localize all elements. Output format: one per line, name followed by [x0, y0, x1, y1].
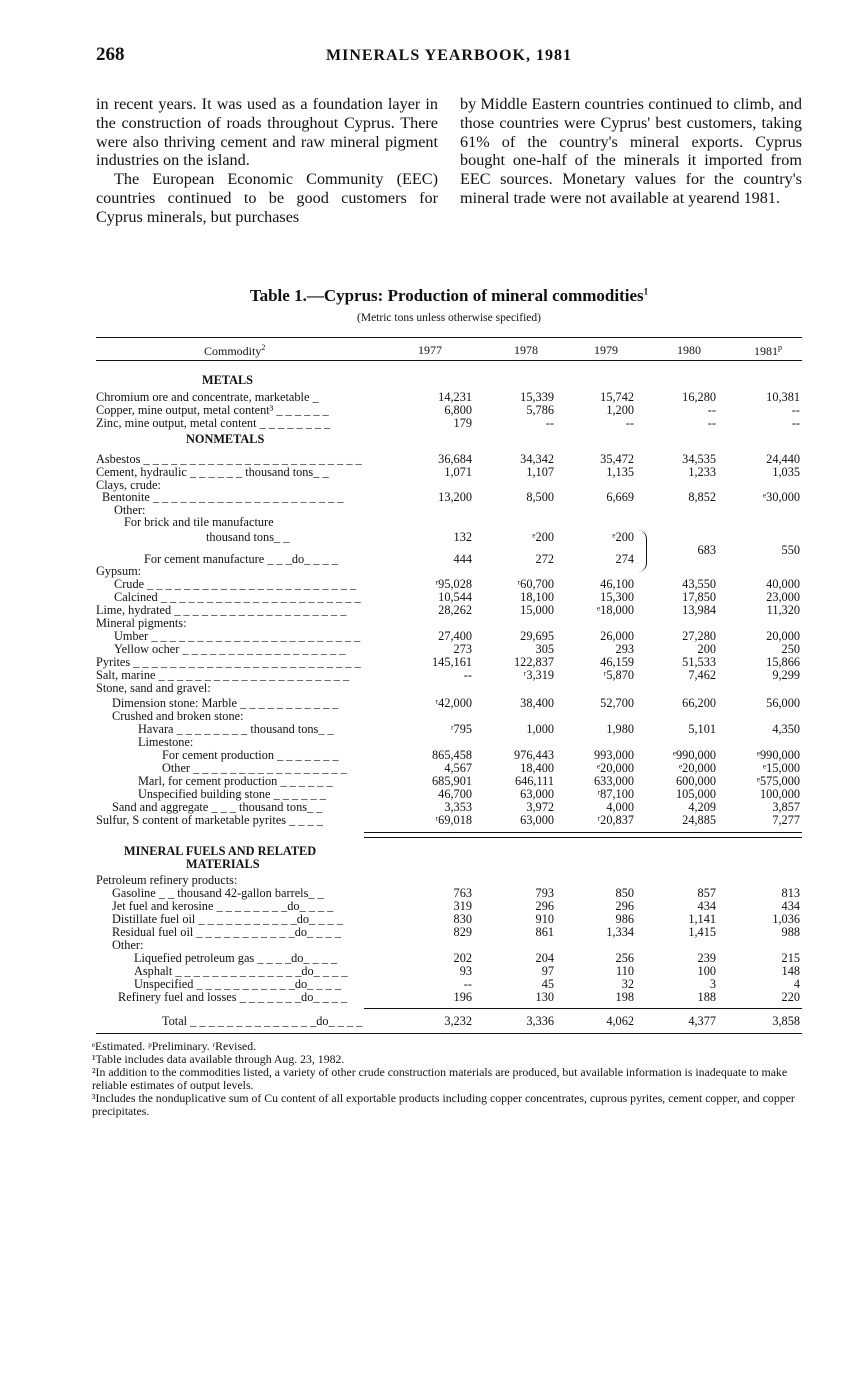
row-label: Unspecified building stone _ _ _ _ _ _	[138, 787, 326, 801]
table-row	[96, 466, 802, 479]
cell-1978: 8,500	[526, 490, 554, 504]
row-label: Other:	[114, 503, 146, 517]
cell-1977: 829	[453, 925, 472, 939]
cell-1977: 46,700	[438, 787, 472, 801]
cell-1979: ʳ87,100	[597, 787, 634, 801]
row-label: thousand tons_ _	[206, 530, 290, 544]
row-label: Crushed and broken stone:	[112, 709, 244, 723]
cell-1981: 250	[781, 642, 800, 656]
row-label: MATERIALS	[186, 857, 260, 871]
row-label: Residual fuel oil _ _ _ _ _ _ _ _ _ _ _do_ _ _ _	[112, 925, 341, 939]
table-row	[96, 491, 802, 504]
table-section-heading	[96, 433, 802, 446]
cell-1978: 976,443	[514, 748, 554, 762]
page-header	[96, 44, 802, 70]
cell-1978: 18,100	[520, 590, 554, 604]
cell-1977: 763	[453, 886, 472, 900]
cell-1977: 202	[453, 951, 472, 965]
cell-1980: --	[707, 403, 716, 417]
row-label: Limestone:	[138, 735, 194, 749]
page-number: 268	[96, 44, 125, 65]
cell-1979: 35,472	[600, 452, 634, 466]
cell-1979: 1,200	[606, 403, 634, 417]
cell-1978: 130	[535, 990, 554, 1004]
cell-1977: 196	[453, 990, 472, 1004]
cell-1977: 10,544	[438, 590, 472, 604]
row-label: Other _ _ _ _ _ _ _ _ _ _ _ _ _ _ _ _ _	[162, 761, 347, 775]
cell-1981: ᵉ15,000	[763, 761, 800, 775]
row-label: Clays, crude:	[96, 478, 161, 492]
cell-1977: 319	[453, 899, 472, 913]
row-label: Stone, sand and gravel:	[96, 681, 211, 695]
row-label: Crude _ _ _ _ _ _ _ _ _ _ _ _ _ _ _ _ _ _ _ _ _ _ _	[114, 577, 357, 591]
cell-1980: ᵉ20,000	[679, 761, 716, 775]
cell-1977: 14,231	[438, 390, 472, 404]
cell-1979: 296	[615, 899, 634, 913]
cell-1980: 4,377	[688, 1014, 716, 1028]
cell-1977: 4,567	[444, 761, 472, 775]
row-label: Sulfur, S content of marketable pyrites _ _ _ _	[96, 813, 323, 827]
cell-1979: 110	[616, 964, 634, 978]
cell-1977: ʳ95,028	[435, 577, 472, 591]
cell-1981: 4,350	[772, 722, 800, 736]
cell-1980: 5,101	[688, 722, 716, 736]
row-label: Gasoline _ _ thousand 42-gallon barrels_ _	[112, 886, 324, 900]
row-label: Yellow ocher _ _ _ _ _ _ _ _ _ _ _ _ _ _ _ _ _ _	[114, 642, 346, 656]
cell-1980: 1,141	[688, 912, 716, 926]
cell-1977: 36,684	[438, 452, 472, 466]
cell-1979: 1,135	[606, 465, 634, 479]
column-header-1980: 1980	[677, 343, 701, 357]
table-section-heading	[96, 858, 802, 871]
row-label: Pyrites _ _ _ _ _ _ _ _ _ _ _ _ _ _ _ _ _ _ _ _ _ _ _ _ _	[96, 655, 361, 669]
cell-1979: 993,000	[594, 748, 634, 762]
cell-1981: 550	[781, 543, 800, 557]
cell-1978: ʳ60,700	[517, 577, 554, 591]
row-label: Havara _ _ _ _ _ _ _ _ thousand tons_ _	[138, 722, 334, 736]
cell-1979: 32	[621, 977, 634, 991]
cell-1980: 16,280	[682, 390, 716, 404]
row-label: Sand and aggregate _ _ _ thousand tons_ _	[112, 800, 323, 814]
table-row	[96, 926, 802, 939]
cell-1978: 1,107	[526, 465, 554, 479]
cell-1980: 1,415	[688, 925, 716, 939]
running-title: MINERALS YEARBOOK, 1981	[326, 47, 572, 64]
cell-1977: 6,800	[444, 403, 472, 417]
cell-1978: 38,400	[520, 696, 554, 710]
cell-1977: ʳ42,000	[435, 696, 472, 710]
table-subtitle: (Metric tons unless otherwise specified)	[357, 312, 541, 324]
cell-1977: 3,232	[444, 1014, 472, 1028]
cell-1978: 15,000	[520, 603, 554, 617]
cell-1978: 97	[541, 964, 554, 978]
cell-1977: 27,400	[438, 629, 472, 643]
cell-1979: 986	[615, 912, 634, 926]
cell-1980: 8,852	[688, 490, 716, 504]
column-header-1979: 1979	[594, 343, 618, 357]
cell-1978: 63,000	[520, 787, 554, 801]
cell-1981: 988	[781, 925, 800, 939]
cell-1981: 813	[781, 886, 800, 900]
footnote: ²In addition to the commodities listed, a variety of other crude construction materials are produced, but available information is inadequate to make reliable estimates of output levels.	[92, 1065, 788, 1092]
left-column	[96, 95, 438, 227]
row-label: Liquefied petroleum gas _ _ _ _do_ _ _ _	[134, 951, 338, 965]
row-label: Gypsum:	[96, 564, 142, 578]
column-header-1977: 1977	[418, 343, 442, 357]
footnote: ᵉEstimated. ᵖPreliminary. ʳRevised.	[92, 1039, 257, 1053]
cell-1979: 1,980	[606, 722, 634, 736]
cell-1979: 15,742	[600, 390, 634, 404]
cell-1981: 11,320	[766, 603, 800, 617]
cell-1978: 272	[535, 552, 554, 566]
row-label: Salt, marine _ _ _ _ _ _ _ _ _ _ _ _ _ _ _ _ _ _ _ _ _	[96, 668, 350, 682]
cell-1978: --	[545, 416, 554, 430]
cell-1981: 10,381	[766, 390, 800, 404]
cell-1977: ʳ795	[450, 722, 472, 736]
cell-1978: 122,837	[514, 655, 554, 669]
cell-1979: 46,100	[600, 577, 634, 591]
cell-1979: 293	[615, 642, 634, 656]
cell-1977: 1,071	[444, 465, 472, 479]
cell-1980: ᵉ990,000	[672, 748, 716, 762]
cell-1979: 274	[615, 552, 634, 566]
cell-1978: ᵉ200	[532, 530, 554, 544]
cell-1977: --	[463, 668, 472, 682]
cell-1980: 7,462	[688, 668, 716, 682]
cell-1978: 5,786	[526, 403, 554, 417]
cell-1979: --	[625, 416, 634, 430]
cell-1980: 100	[697, 964, 716, 978]
footnote: ¹Table includes data available through Aug. 23, 1982.	[92, 1052, 345, 1066]
cell-1981: ᵉ990,000	[756, 748, 800, 762]
cell-1980: 4,209	[688, 800, 716, 814]
cell-1980: 434	[697, 899, 716, 913]
cell-1977: 830	[453, 912, 472, 926]
cell-1980: 66,200	[682, 696, 716, 710]
cell-1978: 15,339	[520, 390, 554, 404]
cell-1978: 305	[535, 642, 554, 656]
header-rule	[96, 360, 802, 361]
cell-1981: 56,000	[766, 696, 800, 710]
cell-1977: 444	[453, 552, 472, 566]
cell-1979: ᵉ200	[612, 530, 634, 544]
cell-1978: 18,400	[520, 761, 554, 775]
grouping-brace	[638, 530, 647, 572]
cell-1980: 51,533	[682, 655, 716, 669]
cell-1980: 43,550	[682, 577, 716, 591]
row-label: NONMETALS	[186, 432, 265, 446]
cell-1979: 46,159	[600, 655, 634, 669]
row-label: Marl, for cement production _ _ _ _ _ _	[138, 774, 333, 788]
cell-1981: 9,299	[772, 668, 800, 682]
paragraph: in recent years. It was used as a foundation layer in the construction of roads throughout Cyprus. There were also thriving cement and raw mineral pigment industries on the island.	[96, 95, 438, 170]
cell-1977: ʳ69,018	[435, 813, 472, 827]
cell-1979: ʳ5,870	[603, 668, 634, 682]
cell-1981: 24,440	[766, 452, 800, 466]
cell-1978: 910	[535, 912, 554, 926]
cell-1979: 15,300	[600, 590, 634, 604]
table-row	[96, 516, 802, 529]
cell-1979: 633,000	[594, 774, 634, 788]
cell-1981: 1,035	[772, 465, 800, 479]
footnotes	[92, 1040, 798, 1118]
row-label: Umber _ _ _ _ _ _ _ _ _ _ _ _ _ _ _ _ _ _ _ _ _ _ _	[114, 629, 361, 643]
cell-1979: ʳ20,837	[597, 813, 634, 827]
row-label: Unspecified _ _ _ _ _ _ _ _ _ _ _do_ _ _ _	[134, 977, 341, 991]
row-label: Total _ _ _ _ _ _ _ _ _ _ _ _ _ _do_ _ _ _	[162, 1014, 363, 1028]
row-label: MINERAL FUELS AND RELATED	[124, 844, 317, 858]
cell-1978: 861	[535, 925, 554, 939]
cell-1978: 3,972	[526, 800, 554, 814]
row-label: Copper, mine output, metal content³ _ _ _ _ _ _	[96, 403, 329, 417]
table-row	[96, 682, 802, 695]
table-row	[96, 814, 802, 827]
row-label: Dimension stone: Marble _ _ _ _ _ _ _ _ _ _ _	[112, 696, 339, 710]
column-header-commodity: Commodity$^2$	[204, 343, 266, 358]
cell-1978: 3,336	[526, 1014, 554, 1028]
table-section-heading	[96, 374, 802, 387]
row-label: Zinc, mine output, metal content _ _ _ _ _ _ _ _	[96, 416, 331, 430]
column-header-1981: 1981$^p$	[754, 343, 782, 358]
cell-1977: 3,353	[444, 800, 472, 814]
row-label: Mineral pigments:	[96, 616, 187, 630]
section-rule	[364, 832, 802, 833]
cell-1980: 34,535	[682, 452, 716, 466]
cell-1980: 683	[697, 543, 716, 557]
row-label: Asbestos _ _ _ _ _ _ _ _ _ _ _ _ _ _ _ _ _ _ _ _ _ _ _ _	[96, 452, 362, 466]
row-label: Chromium ore and concentrate, marketable _	[96, 390, 319, 404]
cell-1981: 434	[781, 899, 800, 913]
cell-1977: 93	[459, 964, 472, 978]
table-row	[96, 604, 802, 617]
cell-1978: 63,000	[520, 813, 554, 827]
cell-1980: 1,233	[688, 465, 716, 479]
cell-1981: 3,858	[772, 1014, 800, 1028]
cell-1979: 1,334	[606, 925, 634, 939]
cell-1978: 204	[535, 951, 554, 965]
cell-1977: 865,458	[432, 748, 472, 762]
cell-1980: 27,280	[682, 629, 716, 643]
cell-1981: 1,036	[772, 912, 800, 926]
cell-1981: --	[791, 416, 800, 430]
table-row	[96, 723, 802, 736]
cell-1980: 239	[697, 951, 716, 965]
cell-1979: 6,669	[606, 490, 634, 504]
cell-1980: 857	[697, 886, 716, 900]
cell-1980: 24,885	[682, 813, 716, 827]
cell-1981: 40,000	[766, 577, 800, 591]
cell-1978: 29,695	[520, 629, 554, 643]
cell-1981: 3,857	[772, 800, 800, 814]
cell-1981: 20,000	[766, 629, 800, 643]
cell-1981: ᵉ575,000	[756, 774, 800, 788]
cell-1977: 179	[453, 416, 472, 430]
paragraph: The European Economic Community (EEC) countries continued to be good customers for Cyprus minerals, but purchases	[96, 170, 438, 226]
cell-1977: 273	[453, 642, 472, 656]
paragraph: by Middle Eastern countries continued to climb, and those countries were Cyprus' best customers, taking 61% of the country's mineral exports. Cyprus bought one-half of the minerals it imported from EEC sources. Monetary values for the country's mineral trade were not available at yearend 1981.	[460, 95, 802, 207]
cell-1979: 850	[615, 886, 634, 900]
table-row	[96, 1015, 802, 1028]
cell-1978: 34,342	[520, 452, 554, 466]
row-label: For cement manufacture _ _ _do_ _ _ _	[144, 552, 338, 566]
cell-1980: 600,000	[676, 774, 716, 788]
cell-1979: 26,000	[600, 629, 634, 643]
cell-1977: 685,901	[432, 774, 472, 788]
row-label: Refinery fuel and losses _ _ _ _ _ _ _do_ _ _ _	[118, 990, 348, 1004]
cell-1977: 145,161	[432, 655, 472, 669]
row-label: Distillate fuel oil _ _ _ _ _ _ _ _ _ _ _do_ _ _ _	[112, 912, 343, 926]
row-label: Jet fuel and kerosine _ _ _ _ _ _ _ _do_ _ _ _	[112, 899, 334, 913]
cell-1978: 646,111	[514, 774, 554, 788]
cell-1981: 215	[781, 951, 800, 965]
cell-1981: 4	[793, 977, 800, 991]
column-header-1978: 1978	[514, 343, 538, 357]
cell-1978: ʳ3,319	[523, 668, 554, 682]
cell-1977: 13,200	[438, 490, 472, 504]
cell-1977: 132	[453, 530, 472, 544]
cell-1979: 52,700	[600, 696, 634, 710]
cell-1978: 1,000	[526, 722, 554, 736]
cell-1978: 45	[541, 977, 554, 991]
cell-1980: 3	[709, 977, 716, 991]
table-title: Table 1.—Cyprus: Production of mineral commodities$^1$	[249, 286, 649, 305]
cell-1979: 4,000	[606, 800, 634, 814]
table-row	[96, 531, 802, 544]
section-rule	[364, 837, 802, 838]
total-rule	[364, 1008, 802, 1009]
row-label: For cement production _ _ _ _ _ _ _	[162, 748, 339, 762]
cell-1981: 100,000	[760, 787, 800, 801]
row-label: METALS	[202, 373, 254, 387]
row-label: Other:	[112, 938, 144, 952]
cell-1980: 13,984	[682, 603, 716, 617]
cell-1980: 188	[697, 990, 716, 1004]
row-label: Cement, hydraulic _ _ _ _ _ _ thousand tons_ _	[96, 465, 329, 479]
cell-1981: 148	[781, 964, 800, 978]
cell-1980: 200	[697, 642, 716, 656]
row-label: Lime, hydrated _ _ _ _ _ _ _ _ _ _ _ _ _ _ _ _ _ _ _	[96, 603, 347, 617]
table-row	[96, 991, 802, 1004]
row-label: Petroleum refinery products:	[96, 873, 238, 887]
row-label: Bentonite _ _ _ _ _ _ _ _ _ _ _ _ _ _ _ _ _ _ _ _ _	[102, 490, 344, 504]
cell-1981: ᵉ30,000	[763, 490, 800, 504]
cell-1979: 4,062	[606, 1014, 634, 1028]
cell-1980: 105,000	[676, 787, 716, 801]
cell-1981: 23,000	[766, 590, 800, 604]
cell-1979: ᵉ18,000	[597, 603, 634, 617]
cell-1979: 198	[615, 990, 634, 1004]
cell-1981: 7,277	[772, 813, 800, 827]
cell-1979: ᵉ20,000	[597, 761, 634, 775]
cell-1978: 296	[535, 899, 554, 913]
cell-1981: 15,866	[766, 655, 800, 669]
right-column	[460, 95, 802, 208]
table-row	[96, 417, 802, 430]
cell-1979: 256	[615, 951, 634, 965]
cell-1977: 28,262	[438, 603, 472, 617]
cell-1980: 17,850	[682, 590, 716, 604]
cell-1981: --	[791, 403, 800, 417]
table-top-rule	[96, 337, 802, 338]
cell-1981: 220	[781, 990, 800, 1004]
table-bottom-rule	[96, 1033, 802, 1034]
row-label: For brick and tile manufacture	[124, 515, 274, 529]
row-label: Asphalt _ _ _ _ _ _ _ _ _ _ _ _ _ _do_ _ _ _	[134, 964, 348, 978]
row-label: Calcined _ _ _ _ _ _ _ _ _ _ _ _ _ _ _ _ _ _ _ _ _ _	[114, 590, 361, 604]
footnote: ³Includes the nonduplicative sum of Cu content of all exportable products including copper concentrates, cuprous pyrites, cement copper, and copper precipitates.	[92, 1091, 795, 1118]
cell-1977: --	[463, 977, 472, 991]
cell-1980: --	[707, 416, 716, 430]
cell-1978: 793	[535, 886, 554, 900]
